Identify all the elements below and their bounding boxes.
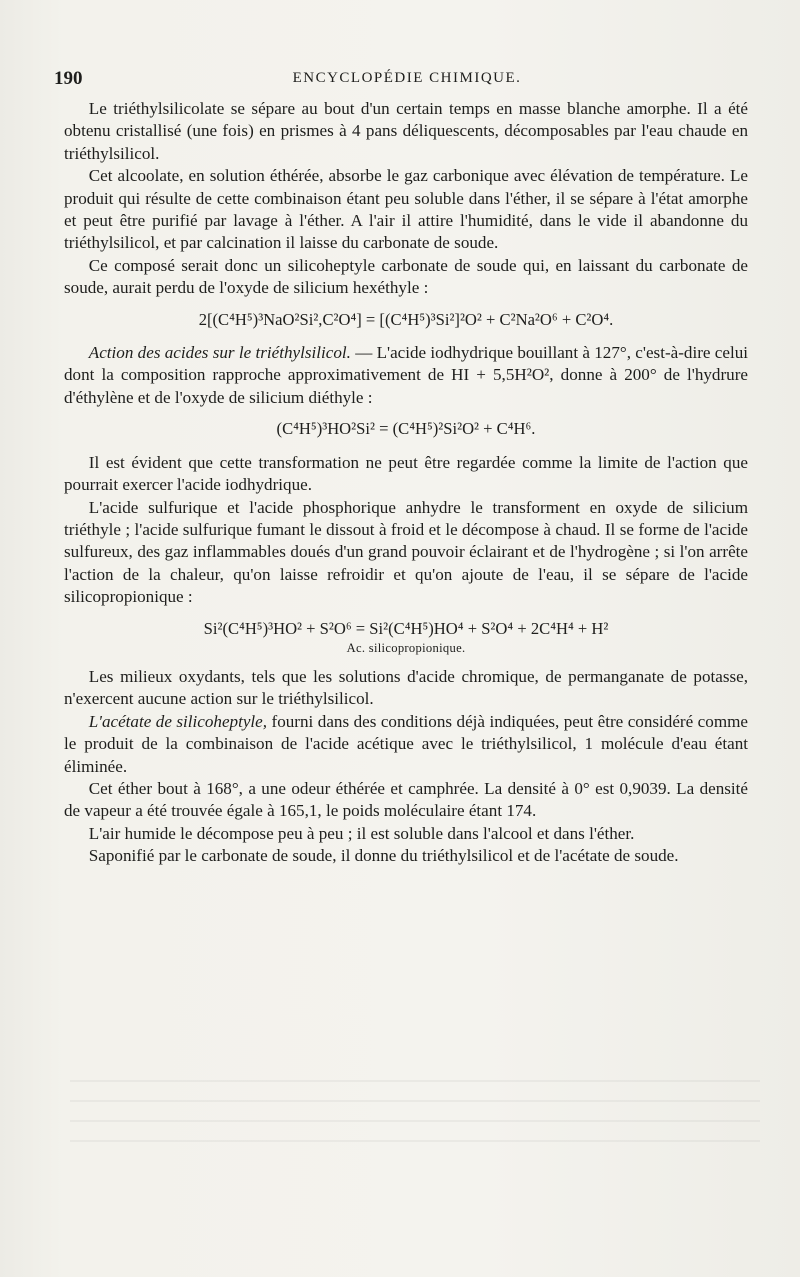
equation-iodhydric: (C⁴H⁵)³HO²Si² = (C⁴H⁵)²Si²O² + C⁴H⁶. — [276, 419, 536, 439]
section-heading-acetate: L'acétate de silicoheptyle, — [88, 711, 268, 731]
equation-sulfuric-block — [64, 618, 748, 656]
paragraph-1: Le triéthylsilicolate se sépare au bout d'un certain temps en masse blanche amorphe. Il a été obtenu cristallisé (une fois) en prismes à 4 pans déliquescents, décomposables par l'eau chaude en triéthylsilicol. — [64, 99, 748, 163]
page-number: 190 — [54, 68, 83, 89]
paragraph-4 — [64, 342, 748, 409]
paragraph-8-text: fourni dans des conditions déjà indiquées, peut être considéré comme le produit de la combinaison de l'acide acétique avec le triéthylsilicol, 1 molécule d'eau étant éliminée. — [64, 711, 748, 776]
paragraph-5: Il est évident que cette transformation ne peut être regardée comme la limite de l'action que pourrait exercer l'acide iodhydrique. — [64, 452, 748, 495]
equation-carbonate: 2[(C⁴H⁵)³NaO²Si²,C²O⁴] = [(C⁴H⁵)³Si²]²O² + C²Na²O⁶ + C²O⁴. — [198, 309, 614, 329]
paragraph-3: Ce composé serait donc un silicoheptyle carbonate de soude qui, en laissant du carbonate de soude, aurait perdu de l'oxyde de silicium hexéthyle : — [64, 255, 748, 298]
paragraph-8 — [64, 711, 748, 778]
section-heading-acids: Action des acides sur le triéthylsilicol. — [88, 343, 351, 363]
show-through-texture — [70, 1080, 760, 1150]
paragraph-11: Saponifié par le carbonate de soude, il donne du triéthylsilicol et de l'acétate de soude. — [88, 846, 679, 866]
page-header — [54, 68, 760, 92]
paragraph-10: L'air humide le décompose peu à peu ; il est soluble dans l'alcool et dans l'éther. — [88, 823, 635, 843]
paragraph-6: L'acide sulfurique et l'acide phosphorique anhydre le transforment en oxyde de silicium triéthyle ; l'acide sulfurique fumant le dissout à froid et le décompose à chaud. Il se forme de l'acide sulfureux, des gaz inflammables doués d'un grand pouvoir éclairant et de l'hydrogène ; si l'on arrête l'action de la chaleur, qu'on laisse refroidir et qu'on ajoute de l'eau, il se sépare de l'acide silicopropionique : — [64, 497, 748, 607]
running-title: ENCYCLOPÉDIE CHIMIQUE. — [292, 70, 522, 86]
paragraph-2: Cet alcoolate, en solution éthérée, absorbe le gaz carbonique avec élévation de température. Le produit qui résulte de cette combinaison étant peu soluble dans l'éther, il se sépare à l'état amorphe et peut être purifié par lavage à l'éther. A l'air il attire l'humidité, dans le vide il abandonne du triéthylsilicol, et par calcination il laisse du carbonate de soude. — [64, 166, 748, 253]
paragraph-7: Les milieux oxydants, tels que les solutions d'acide chromique, de permanganate de potasse, n'exercent aucune action sur le triéthylsilicol. — [64, 666, 748, 709]
equation-note: Ac. silicopropionique. — [346, 640, 466, 655]
page-body — [64, 98, 748, 868]
paragraph-4-text: — L'acide iodhydrique bouillant à 127°, c'est-à-dire celui dont la composition rapproche approximativement de HI + 5,5H²O², donne à 200° de l'hydrure d'éthylène et de l'oxyde de silicium diéthyle : — [64, 343, 748, 407]
equation-sulfuric: Si²(C⁴H⁵)³HO² + S²O⁶ = Si²(C⁴H⁵)HO⁴ + S²O⁴ + 2C⁴H⁴ + H² — [203, 618, 609, 638]
paragraph-9: Cet éther bout à 168°, a une odeur éthérée et camphrée. La densité à 0° est 0,9039. La densité de vapeur a été trouvée égale à 165,1, le poids moléculaire étant 174. — [64, 778, 748, 821]
